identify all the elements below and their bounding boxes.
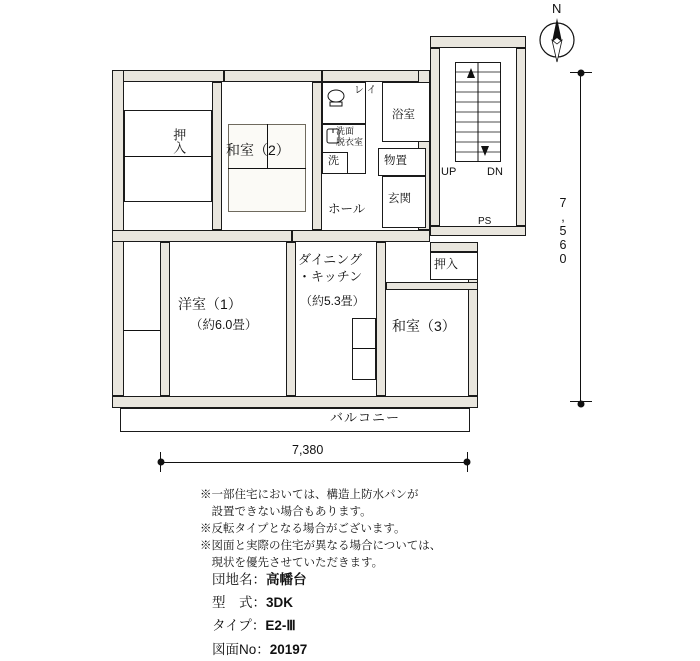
info-label-taipu: タイプ：: [212, 618, 266, 634]
label-yokushitsu: 浴室: [392, 109, 415, 121]
info-block: [212, 568, 307, 661]
label-monooki: 物置: [384, 155, 407, 167]
wall-washitsu2-right: [312, 82, 322, 230]
wall-washitsu3-top: [386, 282, 478, 290]
info-row-taipu: [212, 614, 307, 637]
toilet-fixture-icon: [326, 86, 346, 120]
kitchen-sink-line: [352, 348, 376, 349]
label-balcony: バルコニー: [330, 410, 401, 425]
note-line-4: ※図面と実際の住宅が異なる場合については、: [200, 540, 442, 552]
info-label-danchi: 団地名：: [212, 572, 266, 587]
label-washitsu2: 和室（2）: [226, 142, 290, 158]
compass-north-icon: [530, 2, 584, 64]
wall-oshiire-divider: [212, 82, 222, 230]
compass-label: N: [552, 1, 562, 16]
label-stairs-dn: DN: [487, 166, 503, 178]
wall-bottom: [112, 396, 478, 408]
wall-mid-horizontal-left: [112, 230, 292, 242]
wall-top-stair: [430, 36, 526, 48]
wall-dk-right: [376, 242, 386, 396]
info-label-zumen: 図面No：: [212, 641, 270, 657]
dim-height-label: 7,560: [556, 196, 570, 266]
wall-top-mid2: [322, 70, 430, 82]
wall-stair-left: [430, 48, 440, 226]
oshiire-left-shelf: [124, 156, 212, 157]
room-washitsu3: [386, 282, 468, 396]
dim-arrows-height: [574, 64, 588, 412]
kitchen-counter: [352, 318, 376, 380]
info-row-type: [212, 591, 307, 614]
info-value-taipu: E2-Ⅲ: [265, 618, 296, 634]
info-value-danchi: 高幡台: [266, 572, 307, 587]
stair-steps-icon: [455, 62, 501, 162]
wall-dk-left: [286, 242, 296, 396]
label-dk-size: （約5.3畳）: [300, 294, 365, 308]
label-stairs-up: UP: [441, 166, 457, 178]
wall-top-left: [112, 70, 224, 82]
label-washitsu3: 和室（3）: [392, 318, 456, 334]
label-yoshitsu1: 洋室（1）: [178, 296, 242, 312]
label-oshiire-right: 押入: [434, 257, 459, 271]
label-oshiire-left: 押入: [171, 128, 187, 154]
info-value-zumen: 20197: [269, 641, 308, 657]
dim-width-label: 7,380: [292, 443, 324, 457]
wall-stair-right: [516, 48, 526, 226]
note-line-2: 設置できない場合もあります。: [200, 506, 372, 518]
wall-oshiire-right-top: [430, 242, 478, 252]
wall-top-mid: [224, 70, 322, 82]
note-line-1: ※一部住宅においては、構造上防水パンが: [200, 489, 419, 501]
note-line-5: 現状を優先させていただきます。: [200, 557, 384, 569]
label-ps: PS: [478, 216, 492, 227]
label-dk: ダイニング ・キッチン: [298, 252, 363, 284]
label-washer: 洗: [328, 155, 339, 167]
info-label-type: 型 式：: [212, 595, 266, 611]
label-senmen: 洗面 脱衣室: [336, 126, 364, 147]
wall-yoshitsu-right: [160, 242, 170, 396]
info-value-type: 3DK: [266, 595, 294, 611]
balcony-floor: [120, 408, 470, 432]
label-genkan: 玄関: [388, 193, 411, 205]
label-yoshitsu1-size: （約6.0畳）: [190, 318, 258, 332]
room-yoshitsu1-left-strip: [124, 242, 160, 396]
label-toilet: イ レ: [351, 84, 375, 94]
door-yoshitsu1-left: [124, 330, 160, 331]
info-row-zumen: [212, 638, 307, 661]
wall-mid-horizontal-right: [292, 230, 430, 242]
note-line-3: ※反転タイプとなる場合がございます。: [200, 523, 406, 535]
label-hall: ホール: [328, 202, 366, 216]
tatami-line-h: [228, 168, 306, 169]
dim-arrows-width: [152, 455, 476, 469]
info-row-danchi: [212, 568, 307, 591]
